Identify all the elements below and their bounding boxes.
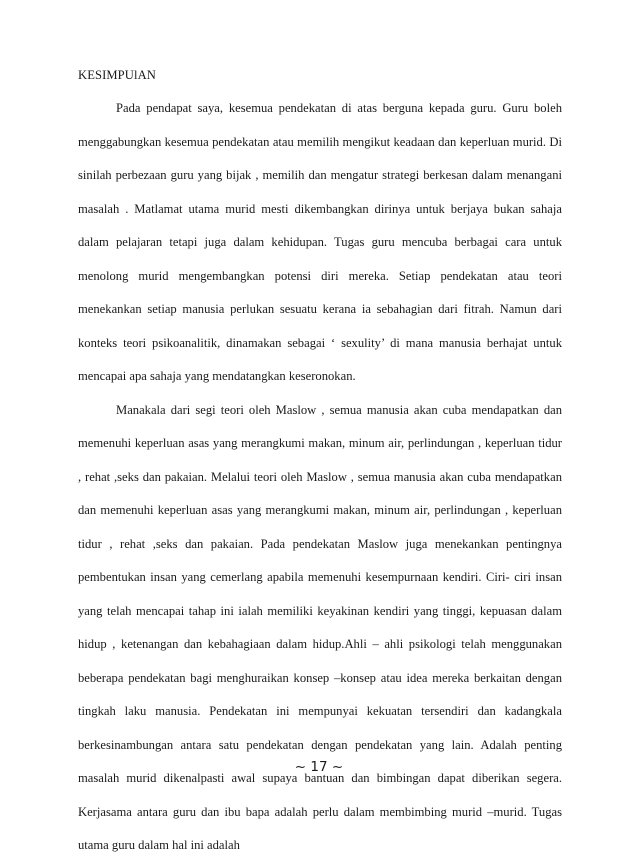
paragraph-2: Manakala dari segi teori oleh Maslow , semua manusia akan cuba mendapatkan dan memenuhi keperluan asas yang merangkumi makan, minum air, perlindungan , keperluan tidur , rehat ,seks dan pakaian. Melalui teori oleh Maslow , semua manusia akan cuba mendapatkan dan memenuhi keperluan asas yang merangkumi makan, minum air, perlindungan , keperluan tidur , rehat ,seks dan pakaian. Pada pendekatan Maslow juga menekankan pentingnya pembentukan insan yang cemerlang apabila memenuhi kesempurnaan kendiri. Ciri- ciri insan yang telah mencapai tahap ini ialah memiliki keyakinan kendiri yang tinggi, kepuasan dalam hidup , ketenangan dan kebahagiaan dalam hidup.Ahli – ahli psikologi telah menggunakan beberapa pendekatan bagi menghuraikan konsep –konsep atau idea mereka berkaitan dengan tingkah laku manusia. Pendekatan ini mempunyai kekuatan tersendiri dan kadangkala berkesinambungan antara satu pendekatan dengan pendekatan yang lain. Adalah penting masalah murid dikenalpasti awal supaya bantuan dan bimbingan dapat diberikan segera. Kerjasama antara guru dan ibu bapa adalah perlu dalam membimbing murid –murid. Tugas utama guru dalam hal ini adalah	[78, 402, 562, 852]
paragraph-1: Pada pendapat saya, kesemua pendekatan di atas berguna kepada guru. Guru boleh menggabungkan kesemua pendekatan atau memilih mengikut keadaan dan keperluan murid. Di sinilah perbezaan guru yang bijak , memilih dan mengatur strategi berkesan dalam menangani masalah . Matlamat utama murid mesti dikembangkan dirinya untuk berjaya bukan sahaja dalam pelajaran tetapi juga dalam kehidupan. Tugas guru mencuba berbagai cara untuk menolong murid mengembangkan potensi diri mereka. Setiap pendekatan atau teori menekankan setiap manusia perlukan sesuatu kerana ia sebahagian dari fitrah. Namun dari konteks teori psikoanalitik, dinamakan sebagai ‘ sexulity’ di mana manusia berhajat untuk mencapai apa sahaja yang mendatangkan keseronokan.	[78, 101, 562, 383]
page-number: ~ 17 ~	[294, 759, 344, 775]
section-heading: KESIMPUlAN	[78, 68, 156, 82]
body-text	[78, 92, 562, 863]
